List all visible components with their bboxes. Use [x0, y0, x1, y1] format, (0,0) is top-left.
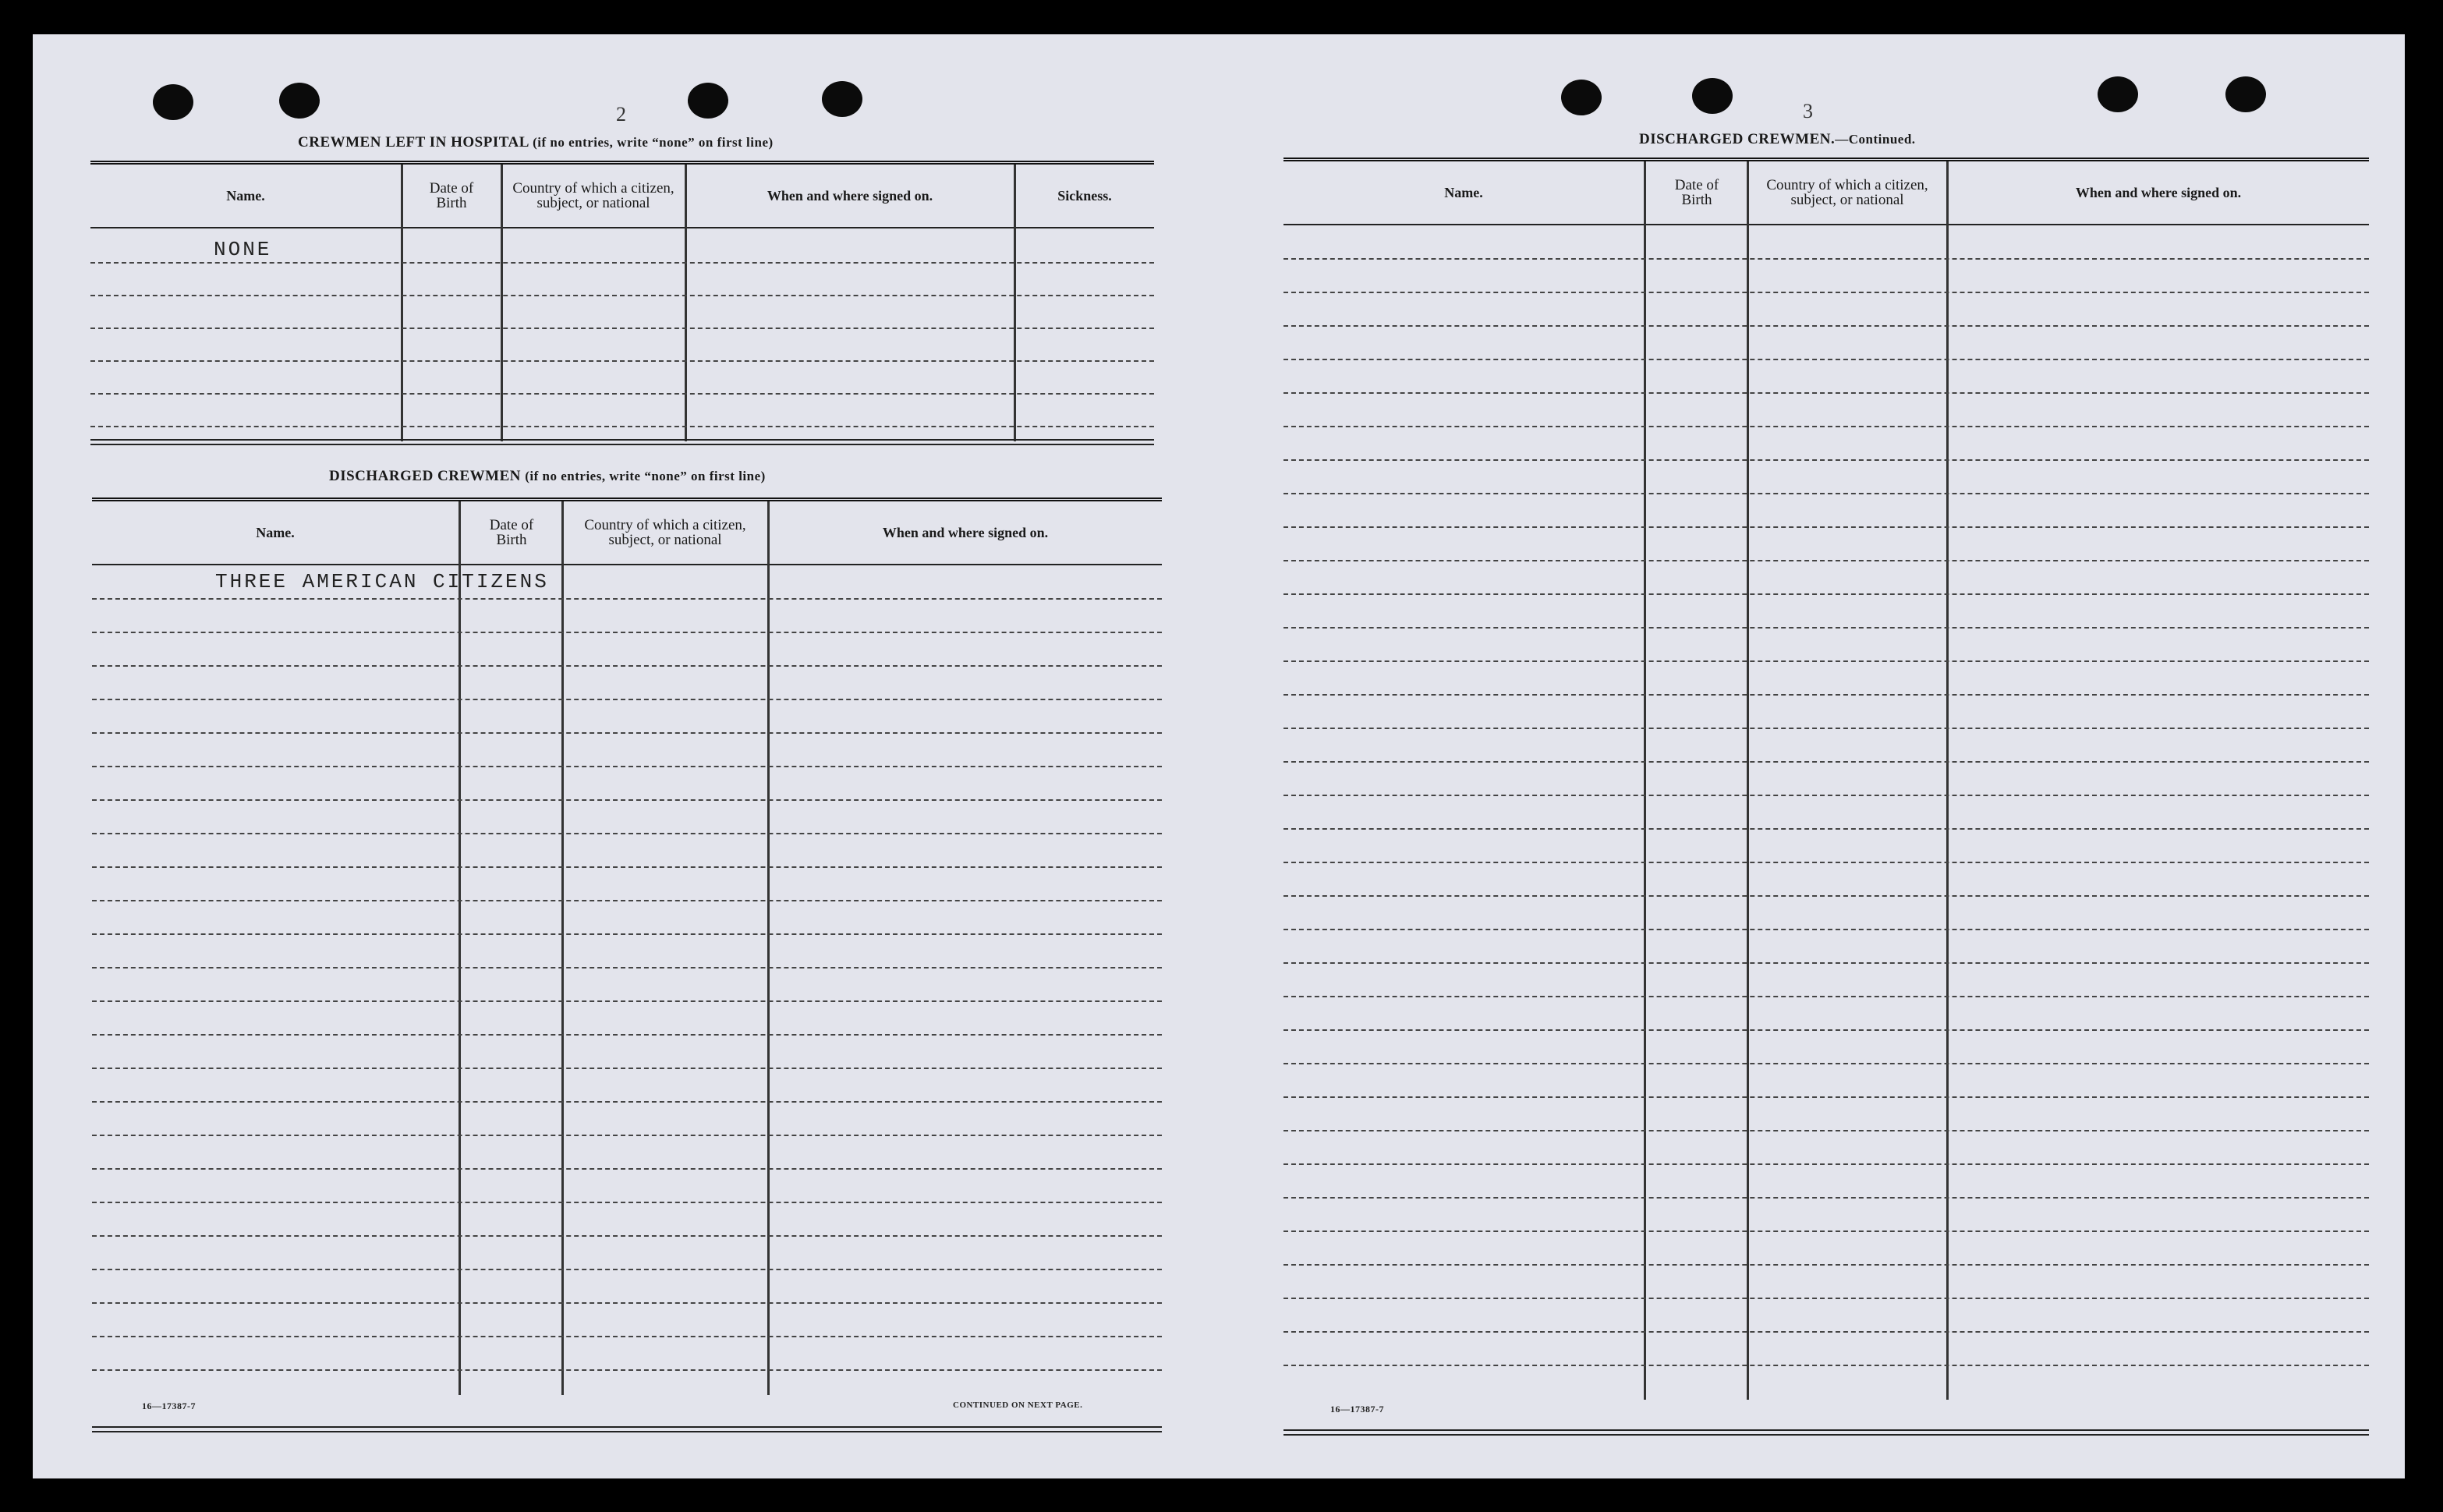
- col-signed-on: When and where signed on.: [767, 187, 933, 204]
- col-signed-on: When and where signed on.: [2075, 184, 2242, 200]
- page-number: 3: [1803, 100, 1813, 122]
- hospital-title-text: CREWMEN LEFT IN HOSPITAL: [298, 134, 529, 150]
- form-number: 16—17387-7: [142, 1400, 196, 1411]
- punch-hole: [153, 84, 193, 120]
- col-name: Name.: [256, 524, 295, 540]
- continued-title-text: DISCHARGED CREWMEN.: [1639, 131, 1836, 147]
- col-date-of-birth: Date of Birth: [489, 517, 534, 548]
- hospital-table: [90, 161, 1154, 476]
- col-country: Country of which a citizen, subject, or national: [584, 517, 746, 548]
- discharged-entry: THREE AMERICAN CITIZENS: [215, 570, 549, 593]
- hospital-instruction: (if no entries, write “none” on first line): [533, 135, 774, 150]
- punch-hole: [2098, 76, 2138, 112]
- punch-hole: [822, 81, 862, 117]
- col-date-of-birth: Date of Birth: [429, 180, 474, 211]
- punch-hole: [279, 83, 320, 119]
- continued-note: CONTINUED ON NEXT PAGE.: [953, 1400, 1083, 1410]
- continued-section-title: [1639, 131, 1916, 148]
- discharged-table-left: [92, 498, 1162, 1437]
- col-country: Country of which a citizen, subject, or national: [512, 180, 674, 211]
- punch-hole: [2225, 76, 2266, 112]
- continued-suffix: —Continued.: [1835, 132, 1916, 147]
- form-number: 16—17387-7: [1330, 1404, 1384, 1415]
- punch-hole: [1692, 78, 1733, 114]
- col-signed-on: When and where signed on.: [882, 524, 1049, 540]
- discharged-section-title: [329, 468, 766, 485]
- hospital-entry: NONE: [214, 238, 272, 261]
- discharged-table-right: [1283, 158, 2369, 1440]
- col-sickness: Sickness.: [1057, 187, 1112, 204]
- hospital-section-title: [298, 134, 774, 151]
- col-date-of-birth: Date of Birth: [1674, 177, 1719, 208]
- discharged-title-text: DISCHARGED CREWMEN: [329, 468, 521, 484]
- punch-hole: [1561, 80, 1602, 115]
- col-name: Name.: [226, 187, 265, 204]
- col-name: Name.: [1444, 184, 1483, 200]
- page-number: 2: [616, 103, 626, 126]
- document-spread: [33, 34, 2405, 1478]
- col-country: Country of which a citizen, subject, or national: [1766, 177, 1928, 208]
- punch-hole: [688, 83, 728, 119]
- discharged-instruction: (if no entries, write “none” on first line): [525, 469, 766, 483]
